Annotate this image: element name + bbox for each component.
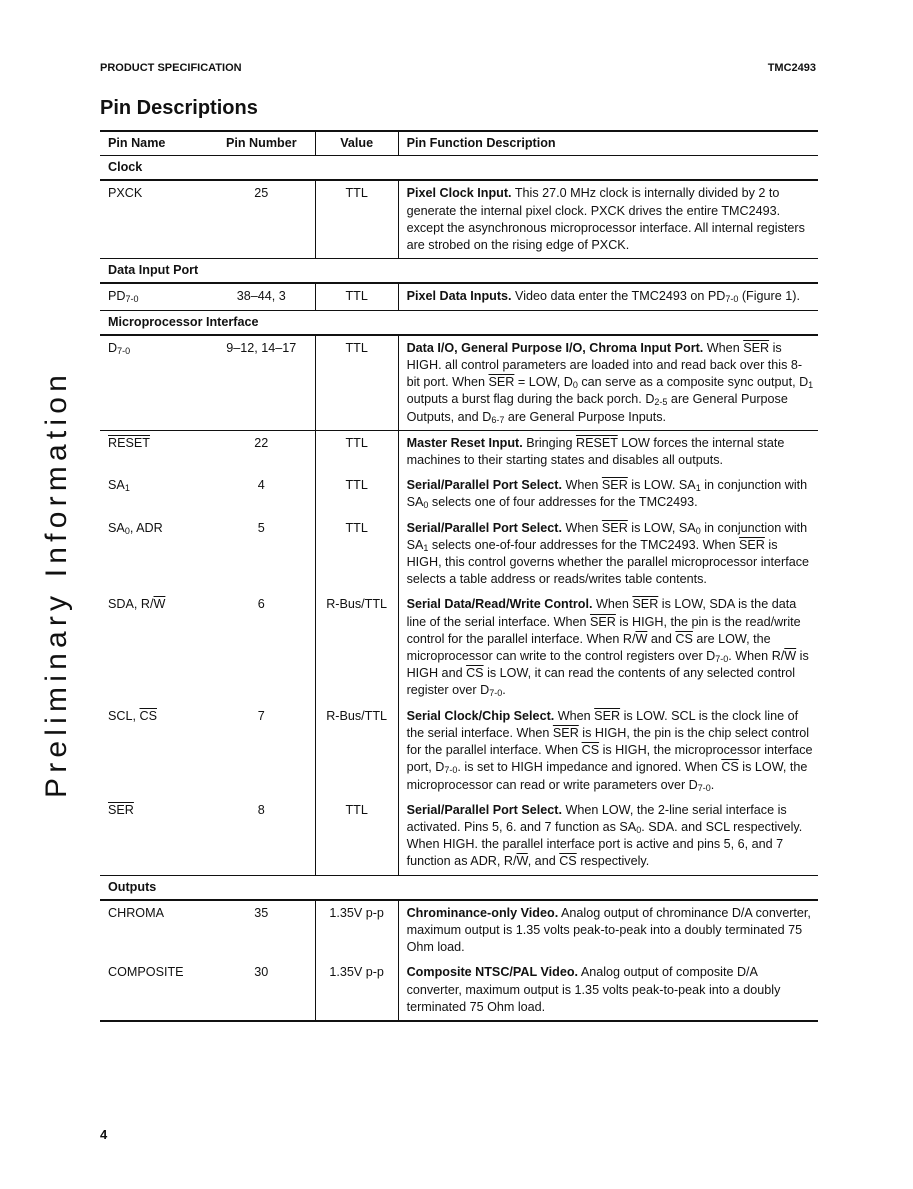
pin-function-title: Serial/Parallel Port Select. (406, 802, 562, 817)
table-row (100, 901, 818, 961)
pin-number: 35 (254, 905, 269, 920)
pin-number: 25 (254, 186, 269, 201)
column-header: Pin Function Description (398, 132, 818, 155)
pin-function (398, 516, 818, 593)
pin-number: 38–44, 3 (236, 289, 286, 304)
pin-table (100, 130, 818, 1022)
table-body (100, 156, 818, 1022)
section-heading: Microprocessor Interface (100, 311, 818, 336)
pin-function-title: Chrominance-only Video. (406, 905, 559, 920)
page-title: Pin Descriptions (100, 97, 258, 119)
table-row (100, 516, 818, 593)
section-heading: Outputs (100, 876, 818, 901)
table-header-row (100, 130, 818, 156)
pin-name: CHROMA (108, 905, 164, 920)
header-right: TMC2493 (767, 62, 816, 74)
pin-function-text: Bringing RESET LOW forces the internal state machines to their starting states and disables all outputs. (406, 435, 785, 468)
pin-number: 5 (257, 520, 265, 535)
pin-function-title: Serial Clock/Chip Select. (406, 708, 555, 723)
pin-function-title: Composite NTSC/PAL Video. (406, 965, 579, 980)
pin-number: 6 (257, 597, 265, 612)
pin-function (398, 336, 818, 430)
pin-function-text: When LOW, the 2-line serial interface is activated. Pins 5, 6. and 7 function as $SA_0$. SDA. and SCL respectively. When HIGH. the parallel interface port is active and pins 5, 6, and 7 function as ADR, $R/\overline{W}$, and $\overline{CS}$ respectively. (406, 802, 803, 869)
pin-name: PXCK (108, 186, 143, 201)
pin-function-text: Analog output of composite D/A converter, maximum output is 1.35 volts peak-to-peak into a doubly terminated 75 Ohm load. (406, 965, 781, 1014)
pin-number: 7 (257, 708, 265, 723)
pin-name: SDA, $R/\overline{W}$ (108, 597, 166, 612)
pin-value: R-Bus/TTL (315, 704, 398, 798)
section-heading: Data Input Port (100, 259, 818, 284)
pin-name: COMPOSITE (108, 965, 184, 980)
pin-function-text: When $\overline{SER}$ is HIGH. all control parameters are loaded into and read back over this 8-bit port. When $\overline{SER}$ = LOW, $D_0$ can serve as a composite sync output, $D_1$ outputs a burst flag during the back porch. $D_{2-5}$ are General Purpose Outputs, and $D_{6-7}$ are General Purpose Inputs. (406, 340, 814, 425)
pin-function-title: Pixel Data Inputs. (406, 289, 512, 304)
column-header: Pin Number (225, 136, 297, 150)
pin-function-title: Serial Data/Read/Write Control. (406, 597, 593, 612)
pin-name: SCL, $\overline{CS}$ (108, 708, 157, 723)
pin-name: $D_{7-0}$ (108, 340, 131, 356)
pin-value: R-Bus/TTL (315, 592, 398, 703)
column-header: Value (315, 132, 398, 155)
pin-function (398, 798, 818, 875)
page-number: 4 (100, 1127, 108, 1142)
pin-number: 8 (257, 802, 265, 817)
pin-function-title: Master Reset Input. (406, 435, 523, 450)
section-heading: Clock (100, 156, 818, 181)
table-row (100, 960, 818, 1022)
table-row (100, 592, 818, 703)
pin-function-title: Data I/O, General Purpose I/O, Chroma Input Port. (406, 340, 704, 355)
pin-function-title: Serial/Parallel Port Select. (406, 478, 562, 493)
pin-name: $SA_1$ (108, 478, 130, 494)
table-row (100, 181, 818, 259)
pin-function (398, 431, 818, 473)
table-row (100, 704, 818, 798)
pin-function-title: Pixel Clock Input. (406, 186, 512, 201)
pin-number: 30 (254, 965, 269, 980)
pin-value: 1.35V p-p (315, 960, 398, 1020)
pin-function (398, 473, 818, 515)
pin-function (398, 901, 818, 961)
pin-function-text: When $\overline{SER}$ is LOW, $SA_0$ in conjunction with $SA_1$ selects one-of-four addresses for the TMC2493. When $\overline{SER}$ is HIGH, this control governs whether the parallel microprocessor interface selects a table address or reads/writes table contents. (406, 520, 810, 587)
pin-name: $\overline{SER}$ (108, 802, 134, 817)
pin-value: TTL (315, 284, 398, 309)
pin-value: TTL (315, 431, 398, 473)
pin-number: 4 (257, 478, 265, 493)
pin-function (398, 960, 818, 1020)
table-row (100, 798, 818, 876)
pin-name: RESET (108, 435, 150, 450)
table-row (100, 336, 818, 431)
pin-function-text: When $\overline{SER}$ is LOW. $SA_1$ in conjunction with $SA_0$ selects one of four addresses for the TMC2493. (406, 478, 808, 511)
side-label: Preliminary Information (40, 369, 73, 798)
pin-function-text: Analog output of chrominance D/A converter, maximum output is 1.35 volts peak-to-peak into a doubly terminated 75 Ohm load. (406, 905, 811, 955)
pin-number: 9–12, 14–17 (226, 340, 297, 355)
pin-function (398, 592, 818, 703)
pin-function-title: Serial/Parallel Port Select. (406, 520, 562, 535)
pin-function-text: Video data enter the TMC2493 on $PD_{7-0}$ (Figure 1). (511, 289, 800, 305)
pin-function (398, 181, 818, 258)
pin-function (398, 284, 818, 309)
pin-name: $PD_{7-0}$ (108, 289, 139, 305)
pin-function-text: This 27.0 MHz clock is internally divided by 2 to generate the internal pixel clock. PXCK drives the entire TMC2493. except the asynchronous microprocessor interface. All internal registers are strobed on the rising edge of PXCK. (406, 186, 805, 253)
table-row (100, 284, 818, 310)
header-left: PRODUCT SPECIFICATION (100, 62, 242, 74)
column-header: Pin Name (108, 136, 166, 150)
pin-value: TTL (315, 473, 398, 515)
pin-value: TTL (315, 798, 398, 875)
pin-function (398, 704, 818, 798)
table-row (100, 431, 818, 473)
pin-value: TTL (315, 516, 398, 593)
pin-function-text: When $\overline{SER}$ is LOW, SDA is the data line of the serial interface. When $\overline{SER}$ is HIGH, the pin is the read/write control for the parallel interface. When $R/\overline{W}$ and $\overline{CS}$ are LOW, the microprocessor can write to the control registers over $D_{7-0}$. When $R/\overline{W}$ is HIGH and $\overline{CS}$ is LOW, it can read the contents of any selected control register over $D_{7-0}$. (406, 597, 809, 699)
table-row (100, 473, 818, 515)
pin-name: $SA_0$, ADR (108, 520, 163, 536)
pin-value: TTL (315, 181, 398, 258)
pin-value: TTL (315, 336, 398, 430)
pin-number: 22 (254, 435, 269, 450)
pin-value: 1.35V p-p (315, 901, 398, 961)
pin-function-text: When $\overline{SER}$ is LOW. SCL is the clock line of the serial interface. When $\overline{SER}$ is HIGH, the pin is the chip select control for the parallel interface. When $\overline{CS}$ is HIGH, the microprocessor interface port, $D_{7-0}$. is set to HIGH impedance and ignored. When $\overline{CS}$ is LOW, the microprocessor can read or write parameters over $D_{7-0}$. (406, 708, 813, 793)
